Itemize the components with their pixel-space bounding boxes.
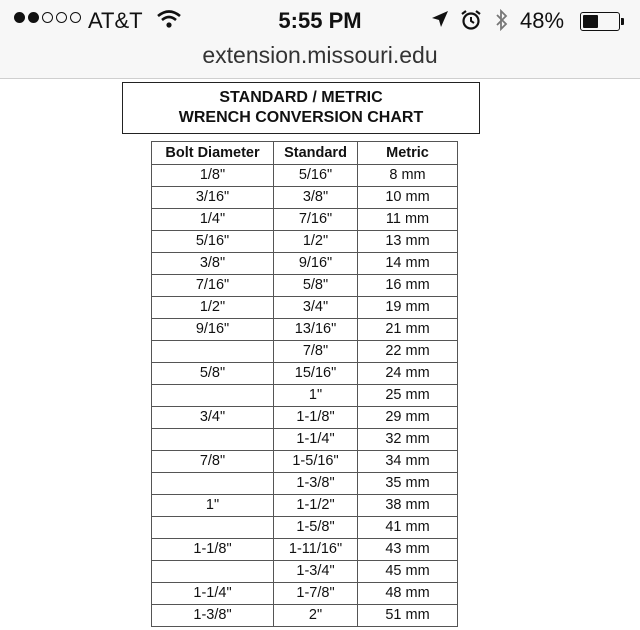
- cell-standard: 1-3/8": [274, 473, 358, 495]
- cell-bolt-diameter: 1/4": [152, 209, 274, 231]
- cell-metric: 34 mm: [358, 451, 458, 473]
- cell-standard: 1-11/16": [274, 539, 358, 561]
- table-row: [152, 495, 458, 517]
- table-row: [152, 363, 458, 385]
- header-bolt-diameter: Bolt Diameter: [152, 142, 274, 165]
- cell-standard: 1": [274, 385, 358, 407]
- battery-tip: [621, 18, 624, 25]
- table-row: [152, 253, 458, 275]
- cell-bolt-diameter: 7/16": [152, 275, 274, 297]
- cell-metric: 24 mm: [358, 363, 458, 385]
- table-row: [152, 165, 458, 187]
- battery-fill: [583, 15, 598, 28]
- cell-bolt-diameter: 1-1/8": [152, 539, 274, 561]
- cell-metric: 25 mm: [358, 385, 458, 407]
- cell-bolt-diameter: [152, 561, 274, 583]
- cell-metric: 16 mm: [358, 275, 458, 297]
- cell-bolt-diameter: [152, 385, 274, 407]
- cell-metric: 14 mm: [358, 253, 458, 275]
- cell-metric: 8 mm: [358, 165, 458, 187]
- cell-bolt-diameter: 1/8": [152, 165, 274, 187]
- location-arrow-icon: [430, 9, 450, 29]
- cell-bolt-diameter: 3/4": [152, 407, 274, 429]
- cell-bolt-diameter: 1": [152, 495, 274, 517]
- browser-top-bar: [0, 0, 640, 79]
- table-row: [152, 517, 458, 539]
- cell-bolt-diameter: 3/16": [152, 187, 274, 209]
- cell-metric: 43 mm: [358, 539, 458, 561]
- cell-metric: 41 mm: [358, 517, 458, 539]
- cell-metric: 48 mm: [358, 583, 458, 605]
- cell-standard: 7/16": [274, 209, 358, 231]
- header-standard: Standard: [274, 142, 358, 165]
- cell-metric: 29 mm: [358, 407, 458, 429]
- cell-metric: 35 mm: [358, 473, 458, 495]
- cell-standard: 3/4": [274, 297, 358, 319]
- cell-bolt-diameter: 5/16": [152, 231, 274, 253]
- cell-metric: 45 mm: [358, 561, 458, 583]
- cell-bolt-diameter: 3/8": [152, 253, 274, 275]
- cell-metric: 11 mm: [358, 209, 458, 231]
- table-row: [152, 407, 458, 429]
- table-row: [152, 231, 458, 253]
- chart-title-line1: STANDARD / METRIC: [219, 89, 383, 106]
- chart-title: [122, 82, 480, 134]
- table-row: [152, 341, 458, 363]
- table-row: [152, 473, 458, 495]
- cell-bolt-diameter: 7/8": [152, 451, 274, 473]
- cell-standard: 1-3/4": [274, 561, 358, 583]
- table-header-row: [152, 142, 458, 165]
- table-row: [152, 451, 458, 473]
- cell-bolt-diameter: [152, 517, 274, 539]
- cell-metric: 38 mm: [358, 495, 458, 517]
- cell-metric: 32 mm: [358, 429, 458, 451]
- status-bar: [0, 6, 640, 36]
- table-row: [152, 297, 458, 319]
- alarm-clock-icon: [460, 9, 482, 31]
- cell-standard: 9/16": [274, 253, 358, 275]
- cell-standard: 1-1/8": [274, 407, 358, 429]
- table-row: [152, 561, 458, 583]
- cell-standard: 1-7/8": [274, 583, 358, 605]
- cell-bolt-diameter: 1-3/8": [152, 605, 274, 627]
- cell-standard: 1-5/16": [274, 451, 358, 473]
- cell-standard: 1/2": [274, 231, 358, 253]
- cell-bolt-diameter: [152, 473, 274, 495]
- cell-bolt-diameter: 1/2": [152, 297, 274, 319]
- table-row: [152, 385, 458, 407]
- cell-metric: 51 mm: [358, 605, 458, 627]
- cell-metric: 10 mm: [358, 187, 458, 209]
- cell-bolt-diameter: [152, 341, 274, 363]
- cell-standard: 3/8": [274, 187, 358, 209]
- cell-metric: 22 mm: [358, 341, 458, 363]
- cell-metric: 19 mm: [358, 297, 458, 319]
- cell-standard: 1-1/2": [274, 495, 358, 517]
- cell-standard: 1-1/4": [274, 429, 358, 451]
- table-row: [152, 583, 458, 605]
- table-row: [152, 539, 458, 561]
- table-row: [152, 429, 458, 451]
- table-row: [152, 319, 458, 341]
- chart-title-line2: WRENCH CONVERSION CHART: [178, 109, 424, 126]
- cell-bolt-diameter: 5/8": [152, 363, 274, 385]
- cell-standard: 5/16": [274, 165, 358, 187]
- cell-standard: 1-5/8": [274, 517, 358, 539]
- table-row: [152, 275, 458, 297]
- cell-metric: 21 mm: [358, 319, 458, 341]
- cell-standard: 5/8": [274, 275, 358, 297]
- conversion-table: [151, 141, 458, 627]
- status-time: 5:55 PM: [278, 8, 362, 33]
- cell-metric: 13 mm: [358, 231, 458, 253]
- table-row: [152, 605, 458, 627]
- cell-bolt-diameter: 1-1/4": [152, 583, 274, 605]
- bluetooth-icon: [494, 9, 510, 31]
- header-metric: Metric: [358, 142, 458, 165]
- cell-standard: 15/16": [274, 363, 358, 385]
- cell-bolt-diameter: [152, 429, 274, 451]
- cell-standard: 2": [274, 605, 358, 627]
- battery-outline: [580, 12, 620, 31]
- address-bar[interactable]: extension.missouri.edu: [202, 42, 438, 68]
- table-row: [152, 209, 458, 231]
- table-row: [152, 187, 458, 209]
- carrier-name: AT&T: [88, 8, 143, 33]
- battery-icon: [580, 12, 624, 31]
- cell-standard: 13/16": [274, 319, 358, 341]
- cell-bolt-diameter: 9/16": [152, 319, 274, 341]
- battery-percent: 48%: [520, 8, 565, 33]
- cell-standard: 7/8": [274, 341, 358, 363]
